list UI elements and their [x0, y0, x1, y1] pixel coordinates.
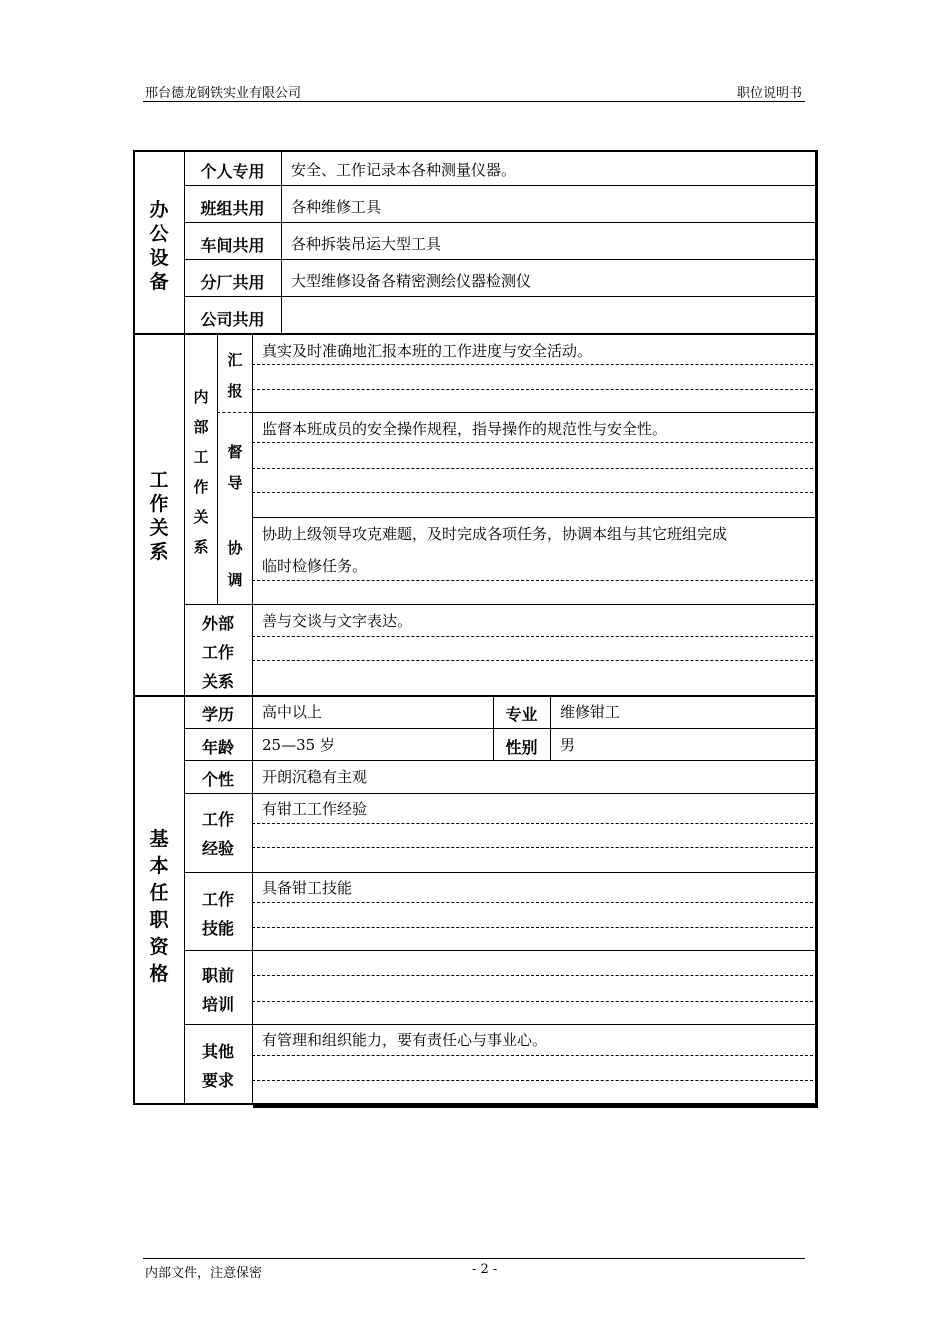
other-value: 有管理和组织能力，要有责任心与事业心。 [262, 1031, 548, 1049]
age-value: 25—35 岁 [262, 736, 335, 754]
office-row-value: 各种拆装吊运大型工具 [291, 235, 442, 253]
coordinate-text: 协助上级领导攻克难题，及时完成各项任务，协调本组与其它班组完成 [262, 525, 728, 543]
company-name: 邢台德龙钢铁实业有限公司 [145, 86, 302, 101]
other-label: 要求 [201, 1071, 234, 1090]
supervise-text: 监督本班成员的安全操作规程，指导操作的规范性与安全性。 [262, 420, 668, 438]
section-work-relations: 工作关系 [149, 469, 169, 563]
skills-value: 具备钳工技能 [262, 879, 353, 897]
section-office-equipment: 办公设备 [149, 199, 169, 293]
office-row-label: 分厂共用 [200, 273, 265, 292]
report-label: 汇报 [227, 351, 243, 400]
office-row-value: 大型维修设备各精密测绘仪器检测仪 [291, 272, 532, 290]
confidential-note: 内部文件，注意保密 [145, 1266, 263, 1281]
gender-value: 男 [560, 736, 576, 754]
office-row-label: 车间共用 [200, 236, 265, 255]
external-label: 关系 [201, 672, 234, 691]
internal-relations-label: 内部工作关系 [193, 388, 209, 556]
major-label: 专业 [505, 705, 538, 724]
experience-value: 有钳工工作经验 [262, 800, 368, 818]
header-rule [143, 101, 805, 102]
section-basic-qualifications: 基本任职资格 [149, 828, 169, 985]
office-row-label: 班组共用 [200, 199, 265, 218]
external-text: 善与交谈与文字表达。 [262, 612, 413, 630]
coordinate-label: 协调 [227, 539, 243, 589]
office-row-label: 个人专用 [200, 162, 265, 181]
personality-label: 个性 [201, 770, 234, 789]
education-label: 学历 [201, 705, 234, 724]
document-title: 职位说明书 [737, 86, 803, 101]
footer-rule [143, 1258, 805, 1259]
experience-label: 工作 [201, 810, 234, 829]
external-label: 外部 [201, 614, 234, 633]
age-label: 年龄 [201, 738, 234, 757]
job-description-table [133, 150, 818, 1110]
personality-value: 开朗沉稳有主观 [262, 768, 368, 786]
other-label: 其他 [201, 1042, 234, 1061]
education-value: 高中以上 [262, 703, 323, 721]
skills-label: 工作 [201, 890, 234, 909]
coordinate-text-cont: 临时检修任务。 [262, 557, 368, 575]
external-label: 工作 [201, 643, 234, 662]
office-row-value: 安全、工作记录本各种测量仪器。 [291, 161, 517, 179]
training-label: 培训 [201, 995, 234, 1014]
page-number: - 2 - [472, 1262, 498, 1277]
report-text: 真实及时准确地汇报本班的工作进度与安全活动。 [262, 342, 593, 360]
office-row-label: 公司共用 [200, 310, 265, 329]
major-value: 维修钳工 [560, 703, 621, 721]
skills-label: 技能 [201, 919, 234, 938]
office-row-value: 各种维修工具 [291, 198, 382, 216]
experience-label: 经验 [201, 839, 234, 858]
training-label: 职前 [201, 966, 234, 985]
gender-label: 性别 [505, 738, 538, 757]
supervise-label: 督导 [227, 443, 243, 492]
